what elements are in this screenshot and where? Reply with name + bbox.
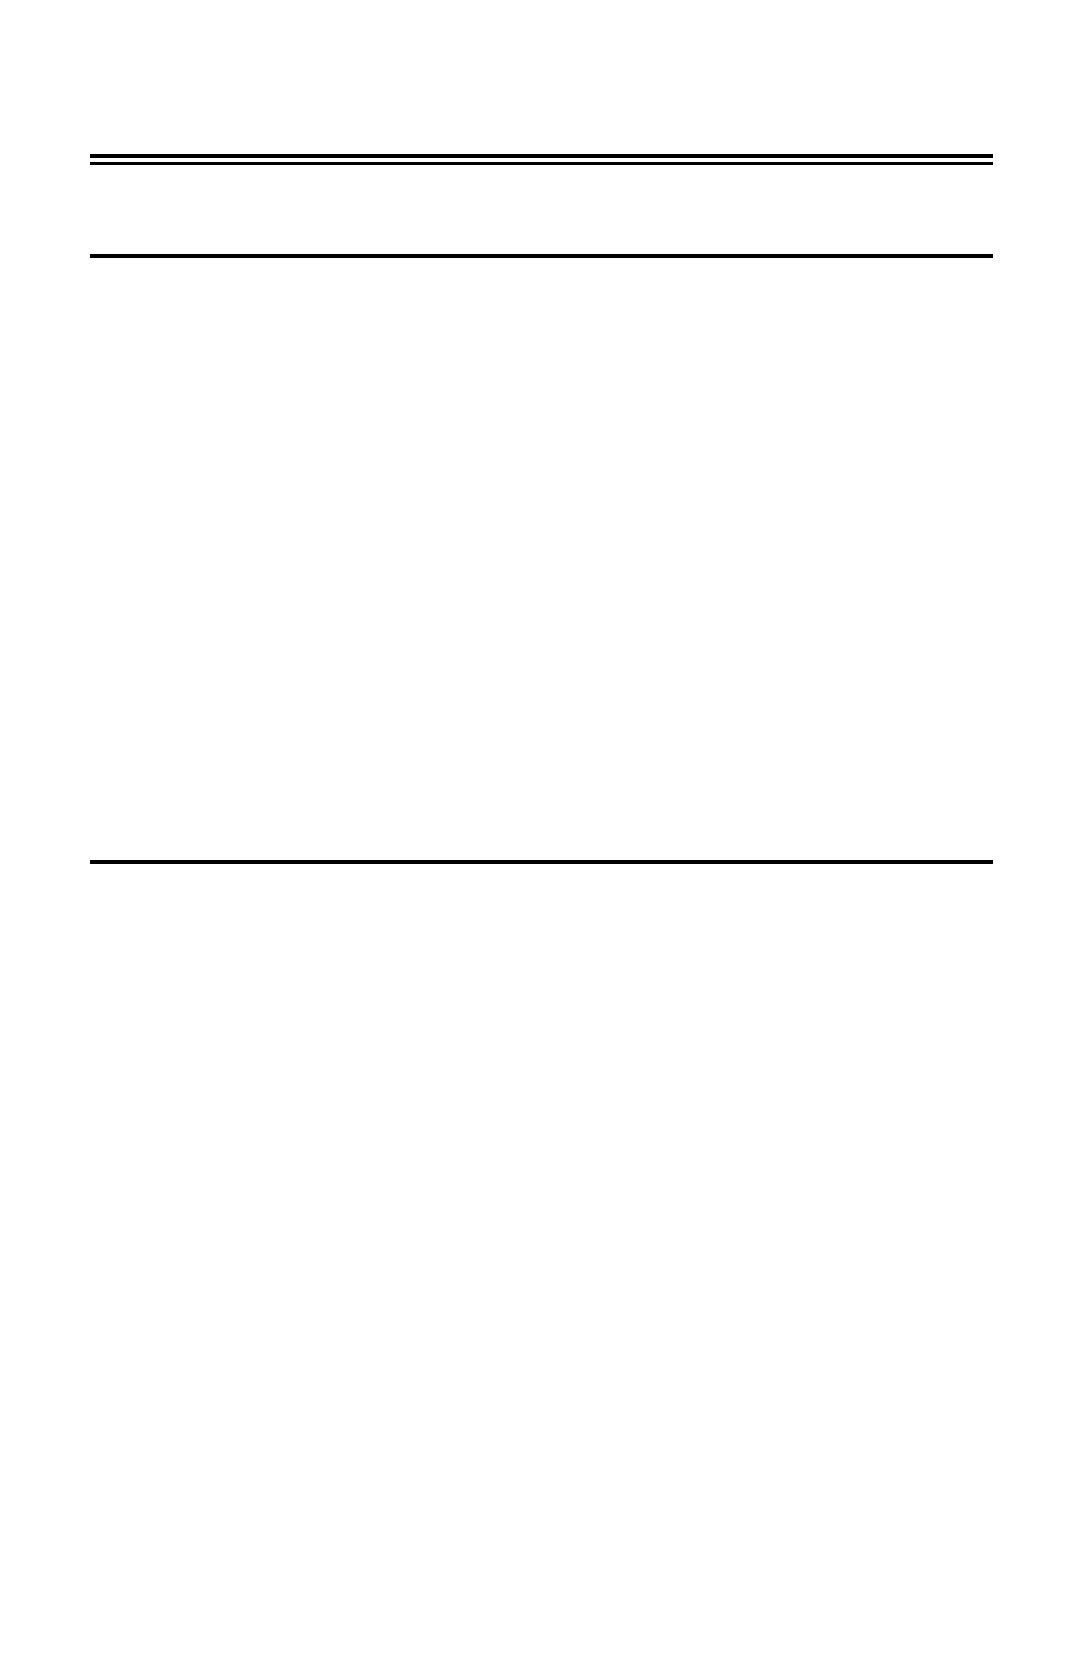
table-header-rule <box>90 254 993 258</box>
table-top-rule-outer <box>90 154 993 158</box>
table-top-rule-inner <box>90 162 993 165</box>
table-bottom-rule <box>90 860 993 864</box>
